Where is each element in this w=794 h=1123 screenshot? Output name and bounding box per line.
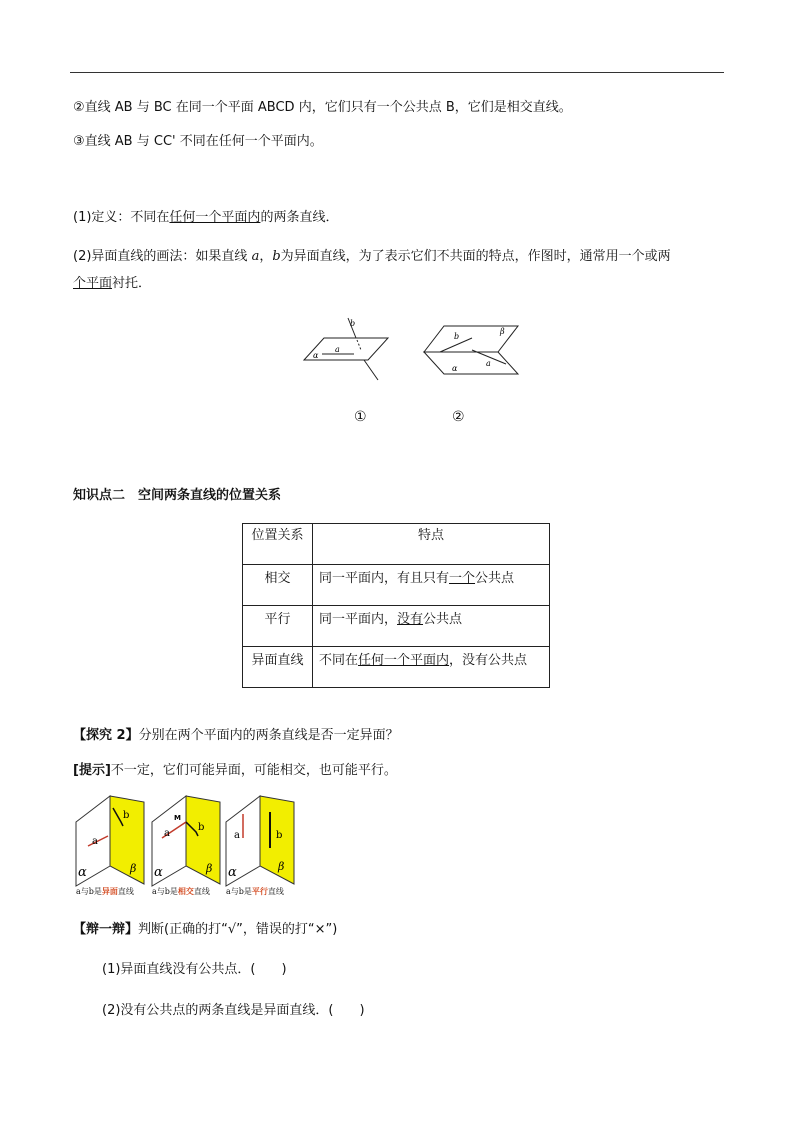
- figure-1-label: ①: [354, 409, 367, 425]
- picture-skew-caption: a与b是异面直线: [76, 886, 134, 896]
- label-a: a: [234, 830, 240, 841]
- table-row: [243, 606, 550, 647]
- label-alpha-2: α: [452, 364, 458, 373]
- label-beta: β: [206, 862, 213, 875]
- label-beta: β: [130, 862, 137, 875]
- table-header-cell: 特点: [313, 524, 550, 565]
- explore-question: 【探究 2】分别在两个平面内的两条直线是否一定异面？: [73, 728, 399, 743]
- picture-intersect-caption: a与b是相交直线: [152, 886, 210, 896]
- drawing-method-line2: 个平面衬托．: [73, 276, 152, 291]
- label-a-2: a: [486, 359, 491, 368]
- label-beta: β: [500, 327, 505, 336]
- picture-skew: [74, 792, 146, 888]
- skew-lines-figure-2: [420, 322, 524, 380]
- section-heading: 知识点二 空间两条直线的位置关系: [73, 488, 282, 503]
- label-b: b: [276, 830, 283, 841]
- line-b-lower: [364, 360, 378, 380]
- label-b-2: b: [454, 332, 460, 341]
- label-b: b: [198, 822, 205, 833]
- picture-parallel: [224, 792, 296, 888]
- drawing-method: (2)异面直线的画法：如果直线 a，b为异面直线，为了表示它们不共面的特点，作图时，通常用一个或两: [73, 249, 671, 264]
- label-a: a: [335, 345, 340, 354]
- label-b: b: [350, 319, 356, 328]
- table-cell: 相交: [243, 565, 313, 606]
- label-alpha: α: [78, 865, 87, 880]
- table-cell: 异面直线: [243, 647, 313, 688]
- table-cell: 同一平面内，没有公共点: [313, 606, 550, 647]
- text-line-3: ③直线 AB 与 CC' 不同在任何一个平面内。: [73, 134, 323, 149]
- table-cell: 不同在任何一个平面内，没有公共点: [313, 647, 550, 688]
- picture-parallel-caption: a与b是平行直线: [226, 886, 284, 896]
- label-M: M: [174, 814, 181, 822]
- label-beta: β: [278, 860, 285, 873]
- plane-beta: [186, 796, 220, 884]
- explore-hint: [提示]不一定，它们可能异面，可能相交，也可能平行。: [73, 763, 397, 778]
- figure-2-label: ②: [452, 409, 465, 425]
- label-alpha: α: [313, 351, 319, 360]
- label-alpha: α: [154, 865, 163, 880]
- relation-table: [242, 523, 550, 688]
- table-header-row: [243, 524, 550, 565]
- debate-question-1: (1)异面直线没有公共点．( ): [102, 962, 287, 977]
- label-a: a: [92, 836, 98, 847]
- table-row: [243, 647, 550, 688]
- table-cell: 平行: [243, 606, 313, 647]
- definition: (1)定义：不同在任何一个平面内的两条直线．: [73, 210, 339, 225]
- skew-lines-figure-1: [300, 314, 392, 382]
- table-header-cell: 位置关系: [243, 524, 313, 565]
- label-alpha: α: [228, 865, 237, 880]
- picture-intersect: [150, 792, 222, 888]
- header-rule: [70, 72, 724, 73]
- label-a: a: [164, 828, 170, 839]
- debate-instruction: 【辩一辩】判断(正确的打“√”，错误的打“×”): [73, 922, 338, 937]
- debate-question-2: (2)没有公共点的两条直线是异面直线．( ): [102, 1003, 365, 1018]
- line-b-hidden: [357, 340, 361, 350]
- text-line-2: ②直线 AB 与 BC 在同一个平面 ABCD 内，它们只有一个公共点 B，它们是相交直线。: [73, 100, 572, 115]
- table-row: [243, 565, 550, 606]
- label-b: b: [123, 810, 130, 821]
- table-cell: 同一平面内，有且只有一个公共点: [313, 565, 550, 606]
